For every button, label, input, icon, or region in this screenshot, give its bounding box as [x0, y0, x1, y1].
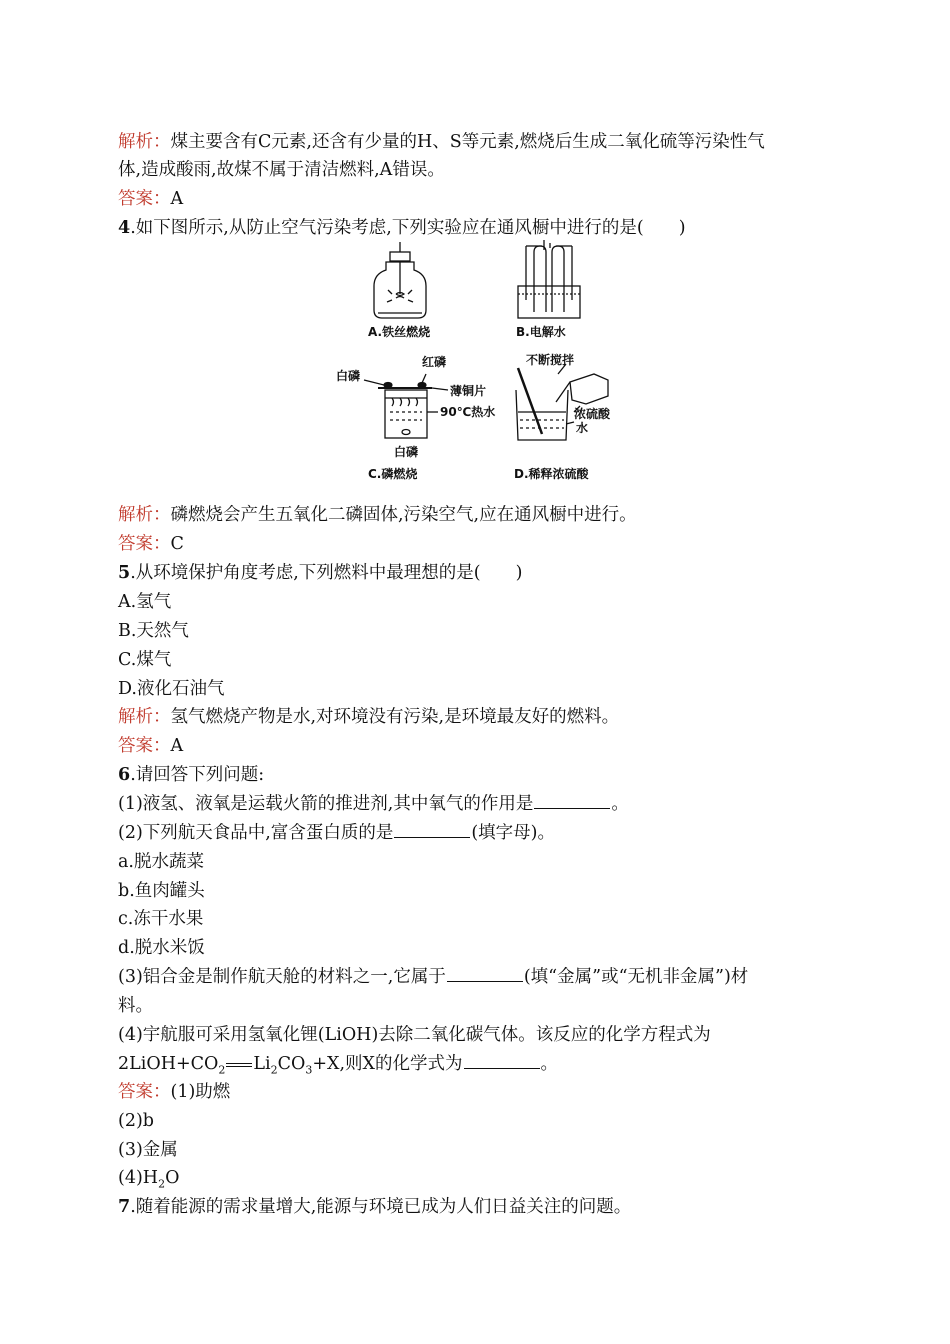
q5-option-a: A.氢气	[118, 592, 172, 612]
q6-part1: (1)液氢、液氧是运载火箭的推进剂,其中氧气的作用是 。	[118, 794, 629, 814]
answer-label: 答案：	[118, 534, 171, 554]
experiment-diagram	[330, 240, 630, 490]
q5-option-b: B.天然气	[118, 621, 189, 641]
q6-equation: $2LiOH+CO_2$ $Li_2CO_3+X$,则X的化学式为 。	[118, 1054, 558, 1077]
q4-answer: 答案：C	[118, 534, 184, 554]
analysis-label: 解析：	[118, 505, 171, 525]
q5-stem: 5.从环境保护角度考虑,下列燃料中最理想的是( )	[118, 563, 523, 583]
q6-part3-cont: 料。	[118, 996, 153, 1016]
answer-label: 答案：	[118, 1082, 171, 1102]
answer-label: 答案：	[118, 736, 171, 756]
q6-answer-2: (2)b	[118, 1111, 154, 1131]
answer-blank	[447, 966, 523, 982]
q4-analysis: 解析：磷燃烧会产生五氧化二磷固体,污染空气,应在通风橱中进行。	[118, 505, 637, 525]
equals-sign	[226, 1063, 252, 1067]
q5-option-d: D.液化石油气	[118, 679, 225, 699]
q6-option-d: d.脱水米饭	[118, 938, 205, 958]
label-c: C.磷燃烧	[368, 467, 418, 481]
q6-answer-4: $(4)H_2O$	[118, 1168, 180, 1191]
q6-answer: 答案：(1)助燃	[118, 1082, 231, 1102]
phosphorus-combustion-diagram	[364, 374, 448, 438]
label-c-white-phosphorus: 白磷	[336, 369, 361, 383]
analysis-label: 解析：	[118, 132, 171, 152]
dilute-acid-diagram	[516, 364, 608, 440]
analysis-label: 解析：	[118, 707, 171, 727]
label-a: A.铁丝燃烧	[368, 325, 431, 339]
answer-blank	[394, 822, 470, 838]
q4-experiment-figure	[330, 240, 630, 490]
q5-analysis: 解析：氢气燃烧产物是水,对环境没有污染,是环境最友好的燃料。	[118, 707, 620, 727]
q6-answer-3: (3)金属	[118, 1140, 178, 1160]
q3-answer: 答案：A	[118, 189, 184, 209]
q6-part2: (2)下列航天食品中,富含蛋白质的是 (填字母)。	[118, 823, 556, 843]
q3-analysis-line1: 解析：煤主要含有C元素,还含有少量的H、S等元素,燃烧后生成二氧化硫等污染性气	[118, 132, 765, 152]
label-d-stir: 不断搅拌	[526, 353, 575, 367]
q6-option-b: b.鱼肉罐头	[118, 881, 205, 901]
label-c-white-phosphorus-2: 白磷	[394, 445, 419, 459]
iron-wire-burning-diagram	[374, 242, 426, 318]
q4-stem: 4.如下图所示,从防止空气污染考虑,下列实验应在通风橱中进行的是( )	[118, 218, 686, 238]
label-b: B.电解水	[516, 325, 566, 339]
label-d: D.稀释浓硫酸	[514, 467, 589, 481]
q3-analysis-line2: 体,造成酸雨,故煤不属于清洁燃料,A错误。	[118, 160, 445, 180]
answer-blank	[464, 1053, 540, 1069]
q5-option-c: C.煤气	[118, 650, 172, 670]
q6-part4: (4)宇航服可采用氢氧化锂(LiOH)去除二氧化碳气体。该反应的化学方程式为	[118, 1025, 711, 1045]
label-c-hot-water: 90℃热水	[440, 405, 496, 419]
water-electrolysis-diagram	[518, 240, 580, 318]
label-c-copper-sheet: 薄铜片	[450, 384, 487, 398]
q6-part3: (3)铝合金是制作航天舱的材料之一,它属于 (填“金属”或“无机非金属”)材	[118, 967, 749, 987]
q6-option-c: c.冻干水果	[118, 909, 204, 929]
q7-stem: 7.随着能源的需求量增大,能源与环境已成为人们日益关注的问题。	[118, 1197, 632, 1217]
answer-label: 答案：	[118, 189, 171, 209]
q6-option-a: a.脱水蔬菜	[118, 852, 204, 872]
label-c-red-phosphorus: 红磷	[422, 355, 447, 369]
label-d-water: 水	[576, 421, 589, 435]
q5-answer: 答案：A	[118, 736, 184, 756]
answer-blank	[534, 793, 610, 809]
label-d-acid: 浓硫酸	[574, 407, 611, 421]
q6-stem: 6.请回答下列问题:	[118, 765, 265, 785]
